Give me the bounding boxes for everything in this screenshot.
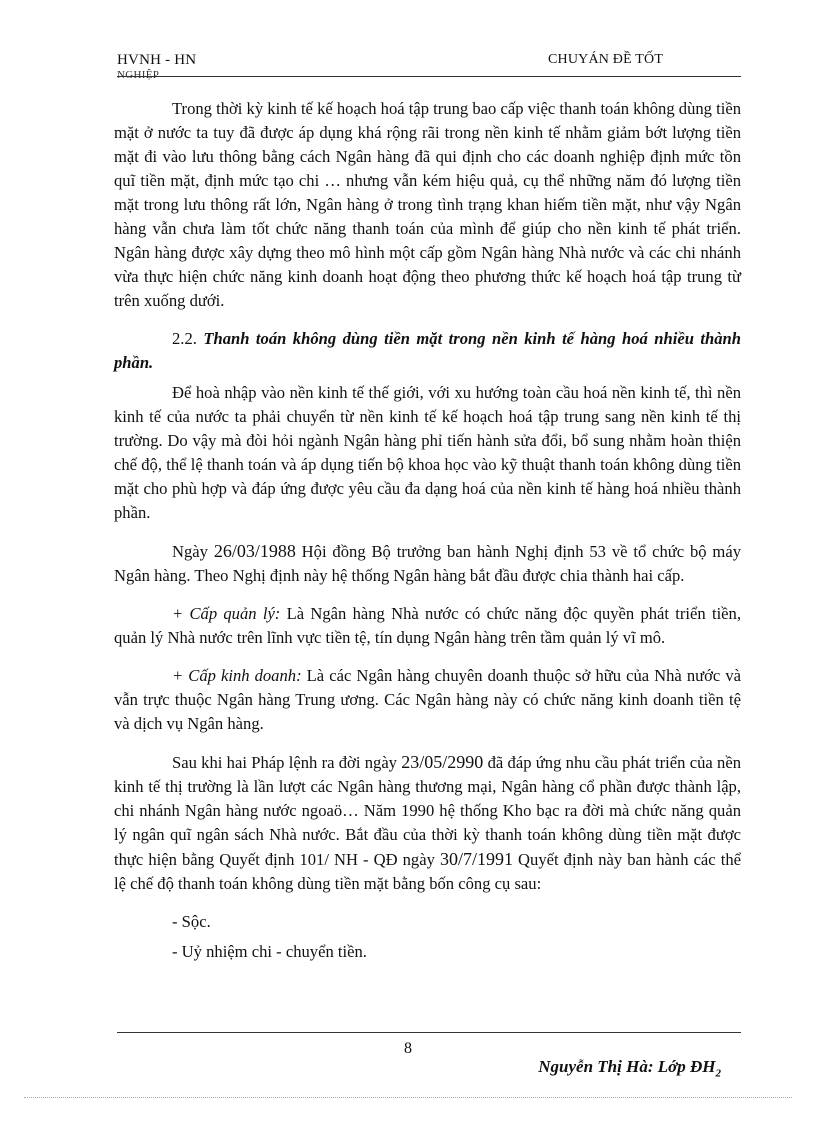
list-item-2: - Uỷ nhiệm chi - chuyển tiền. [172,942,367,961]
paragraph-3-text-a: Ngày [172,542,214,561]
page-bottom-dotted-border [24,1097,792,1098]
paragraph-3-text-b: Hội đồng Bộ trưởng ban hành Nghị định 53 về tổ chức bộ máy Ngân hàng. Theo Nghị định này hệ thống Ngân hàng bắt đầu được chia thành hai cấp. [114,542,741,585]
header-left-text: HVNH - HN [117,52,197,68]
label-cap-kinh-doanh: + Cấp kinh doanh: [172,666,302,685]
paragraph-2: Để hoà nhập vào nền kinh tế thế giới, với xu hướng toàn cầu hoá nền kinh tế, thì nền kinh tế của nước ta phải chuyển từ nền kinh tế kế hoạch hoá tập trung sang nền kinh tế thị trường. Do vậy mà đòi hỏi ngành Ngân hàng phỉ tiến hành sửa đổi, bổ sung nhằm hoàn thiện chế độ, thể lệ thanh toán và áp dụng tiến bộ khoa học vào kỹ thuật thanh toán không dùng tiền mặt cho phù hợp và đáp ứng được yêu cầu đa dạng hoá của nền kinh tế hàng hoá nhiều thành phần. [114,383,741,522]
date-1990: 23/05/2990 [401,752,484,772]
paragraph-3 [114,539,741,588]
page-number: 8 [404,1040,412,1057]
label-cap-quan-ly: + Cấp quản lý: [172,604,281,623]
header-rule [117,76,741,77]
paragraph-5 [114,664,741,736]
paragraph-6 [114,750,741,896]
document-body [114,97,741,970]
section-heading [114,327,741,375]
list-item-1: - Sộc. [172,912,211,931]
paragraph-5-text: Là các Ngân hàng chuyên doanh thuộc sở hữu của Nhà nước và vẫn trực thuộc Ngân hàng Trung ương. Các Ngân hàng này có chức năng kinh doanh tiền tệ và dịch vụ Ngân hàng. [114,666,741,733]
paragraph-1: Trong thời kỳ kinh tế kế hoạch hoá tập trung bao cấp việc thanh toán không dùng tiền mặt ở nước ta tuy đã được áp dụng khá rộng rãi trong nền kinh tế nhằm giảm bớt lượng tiền mặt đi vào lưu thông bằng cách Ngân hàng đã qui định cho các doanh nghiệp định mức tồn quĩ tiền mặt, định mức tạo chi … nhưng vẫn kém hiệu quả, cụ thể những năm đó lượng tiền mặt trong lưu thông rất lớn, Ngân hàng ở trong tình trạng khan hiếm tiền mặt, như vậy Ngân hàng vẫn chưa làm tốt chức năng thanh toán của mình để giúp cho nền kinh tế phát triển. Ngân hàng được xây dựng theo mô hình một cấp gồm Ngân hàng Nhà nước và các chi nhánh vừa thực hiện chức năng kinh doanh hoạt động theo phương thức kế hoạch hoá tập trung từ trên xuống dưới. [114,99,742,310]
header-left-subtext: NGHIỆP [117,69,160,81]
paragraph-6-text-a: Sau khi hai Pháp lệnh ra đời ngày [172,753,402,772]
section-number: 2.2. [172,329,204,348]
paragraph-4-text: Là Ngân hàng Nhà nước có chức năng độc quyền phát triển tiền, quản lý Nhà nước trên lĩnh vực tiền tệ, tín dụng Ngân hàng trên tầm quản lý vĩ mô. [114,604,741,647]
date-1988: 26/03/1988 [213,541,296,561]
paragraph-6-text-c: Quyết định này ban hành các thể lệ chế độ thanh toán không dùng tiền mặt bằng bốn công cụ sau: [114,850,741,893]
header-right-text: CHUYÁN ĐỀ TỐT [548,52,664,67]
footer-author-subscript: 2 [715,1067,721,1080]
footer-author [538,1057,721,1079]
footer-rule [117,1032,741,1033]
date-1991: 30/7/1991 [439,849,513,869]
paragraph-4 [114,602,741,650]
section-title: Thanh toán không dùng tiền mặt trong nền kinh tế hàng hoá nhiều thành phần. [114,329,741,372]
footer-author-text: Nguyễn Thị Hà: Lớp ĐH [538,1057,716,1076]
paragraph-6-text-b: đã đáp ứng nhu cầu phát triển của nền kinh tế thị trường là lần lượt các Ngân hàng thương mại, Ngân hàng cổ phần được thành lập, chi nhánh Ngân hàng nước ngoaö… Năm 1990 hệ thống Kho bạc ra đời mà chức năng quản lý ngân quĩ ngân sách Nhà nước. Bắt đầu của thời kỳ thanh toán không dùng tiền mặt được thực hiện bằng Quyết định 101/ NH - QĐ ngày [114,753,741,869]
